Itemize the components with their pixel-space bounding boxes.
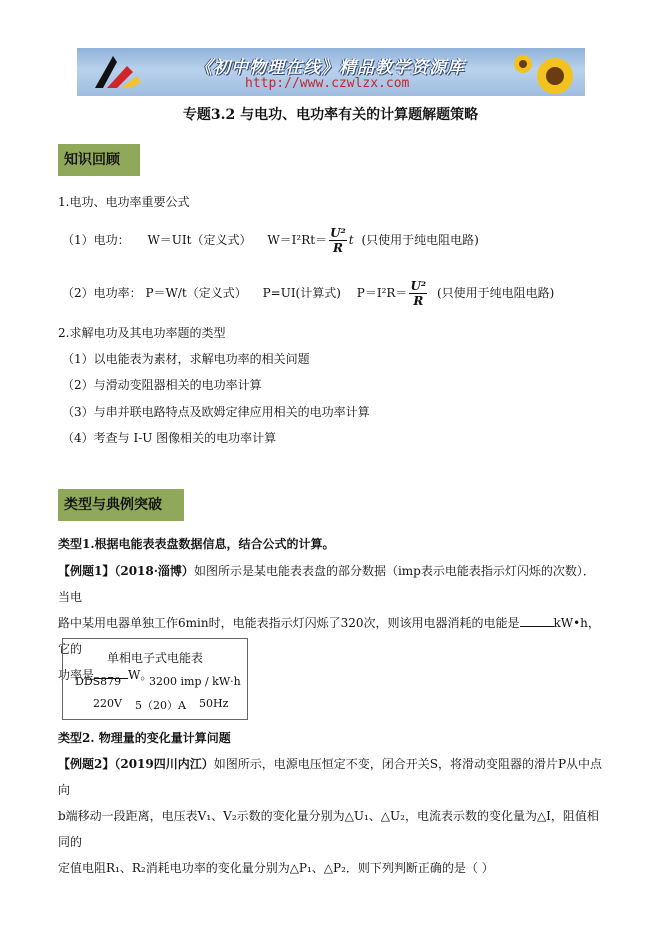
example1-text: 【例题1】（2018·淄博）如图所示是某电能表表盘的部分数据（imp表示电能表指示灯闪烁的次数）．当电 路中某用电器单独工作6min时，电能表指示灯闪烁了320次，则该用电器消耗的电能是 kW•h，它的 功率是 W。 bbox=[58, 564, 600, 682]
list-item: （3）与串并联电路特点及欧姆定律应用相关的电功率计算 bbox=[62, 405, 370, 419]
list-item: （4）考查与 I-U 图像相关的电功率计算 bbox=[62, 431, 277, 445]
meter-voltage: 220V bbox=[93, 697, 122, 710]
answer-blank-energy[interactable] bbox=[520, 614, 554, 627]
formula-line-power bbox=[62, 276, 554, 310]
formula-line-work bbox=[62, 223, 479, 257]
header-banner bbox=[77, 48, 585, 96]
k1-title: 1.电功、电功率重要公式 bbox=[58, 195, 190, 209]
section-heading-examples: 类型与典例突破 bbox=[58, 489, 184, 521]
page-title: 专题3.2 与电功、电功率有关的计算题解题策略 bbox=[182, 107, 479, 123]
work-label: （1）电功： bbox=[62, 233, 130, 247]
type1-title: 类型1.根据电能表表盘数据信息，结合公式的计算。 bbox=[58, 537, 335, 551]
example1-label: 【例题1】（2018·淄博） bbox=[58, 564, 194, 578]
power-note: (只使用于纯电阻电路) bbox=[437, 286, 555, 300]
power-calc-formula: P=UI(计算式) bbox=[262, 286, 341, 300]
example2-label: 【例题2】（2019四川内江） bbox=[58, 757, 214, 771]
meter-imp: 3200 imp / kW·h bbox=[149, 675, 241, 688]
work-def-formula: W＝UIt（定义式） bbox=[147, 233, 252, 247]
k2-title: 2.求解电功及其电功率题的类型 bbox=[58, 326, 226, 340]
meter-current: 5（20）A bbox=[135, 699, 186, 712]
work-note: (只使用于纯电阻电路) bbox=[361, 233, 479, 247]
banner-url: http://www.czwlzx.com bbox=[245, 76, 410, 91]
work-fraction: $\frac{\text{U²}}{R}$ bbox=[330, 226, 346, 255]
banner-title: 《初中物理在线》精品教学资源库 bbox=[195, 58, 465, 78]
meter-model: DDS879 bbox=[75, 675, 122, 688]
power-def-formula: P＝W/t（定义式） bbox=[145, 286, 247, 300]
meter-frequency: 50Hz bbox=[199, 697, 229, 710]
sunflower-icon bbox=[509, 50, 579, 96]
list-item: （2）与滑动变阻器相关的电功率计算 bbox=[62, 378, 262, 392]
work-heat-formula: W＝I²Rt＝ bbox=[267, 233, 328, 247]
power-label: （2）电功率： bbox=[62, 286, 142, 300]
power-fraction: $\frac{\text{U²}}{R}$ bbox=[410, 279, 427, 308]
logo-icon bbox=[87, 52, 147, 92]
work-time-var: t bbox=[348, 233, 354, 247]
list-item: （1）以电能表为素材，求解电功率的相关问题 bbox=[62, 352, 310, 366]
example2-text: 【例题2】（2019四川内江）如图所示，电源电压恒定不变，闭合开关S，将滑动变阻器的滑片P从中点向 b端移动一段距离，电压表V₁、V₂示数的变化量分别为△U₁、△U₂，电流表示数的变化量为△I，阻值相同的 定值电阻R₁、R₂消耗电功率的变化量分别为△P₁、△P₂．则下列判断正确的是（ ） bbox=[58, 757, 603, 875]
section-heading-review: 知识回顾 bbox=[58, 144, 140, 176]
power-heat-formula: P＝I²R＝ bbox=[356, 286, 408, 300]
type2-title: 类型2. 物理量的变化量计算问题 bbox=[58, 731, 231, 745]
energy-meter-panel bbox=[62, 638, 248, 720]
meter-title: 单相电子式电能表 bbox=[106, 651, 203, 665]
